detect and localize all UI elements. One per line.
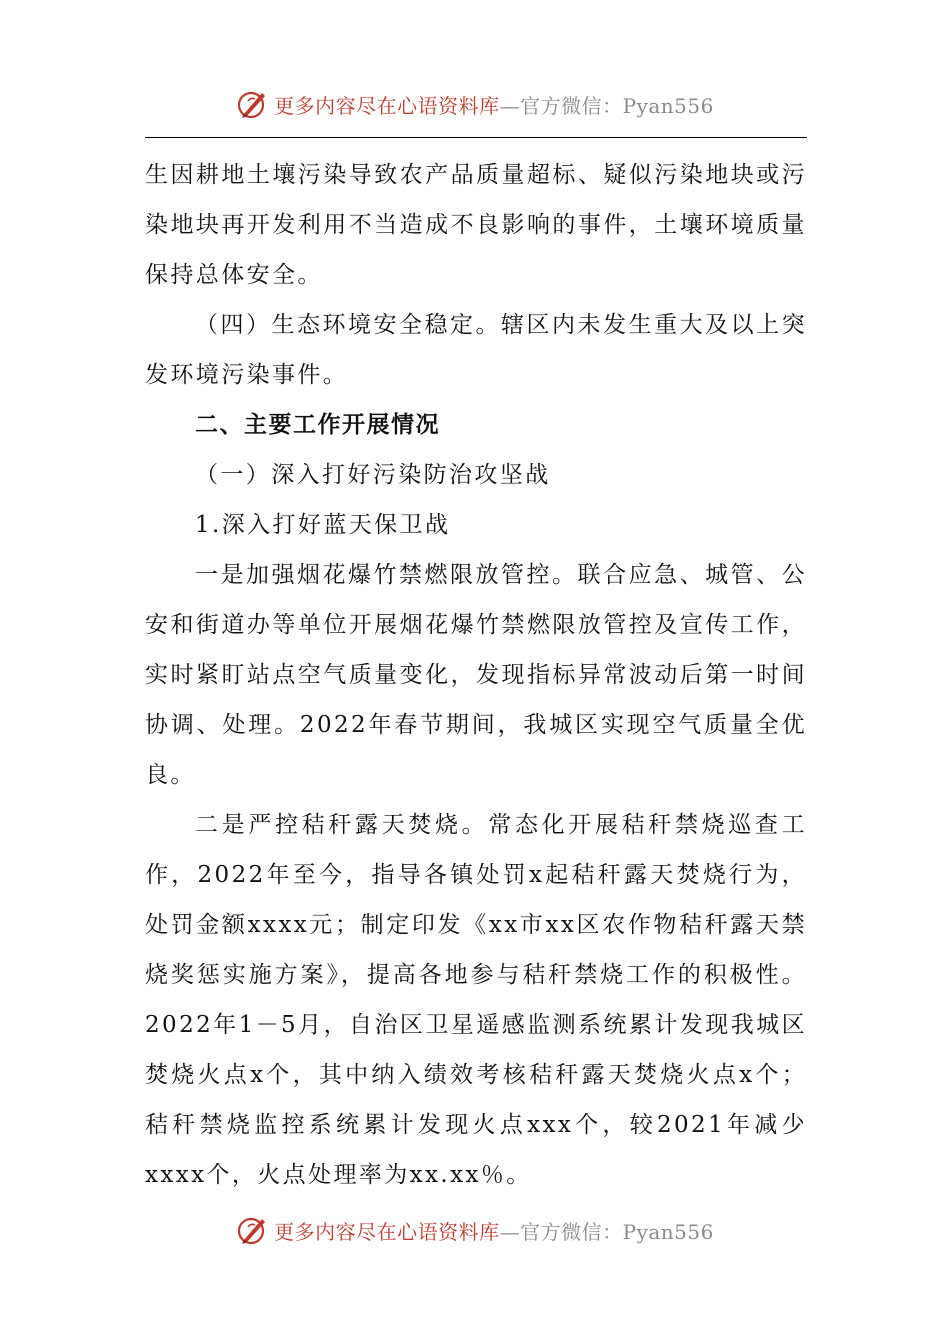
subsection-heading: （一）深入打好污染防治攻坚战: [195, 462, 551, 488]
paragraph-soil: 生因耕地土壤污染导致农产品质量超标、疑似污染地块或污染地块再开发利用不当造成不良影响的事件，土壤环境质量保持总体安全。: [145, 162, 807, 288]
header-divider: [145, 137, 807, 138]
pen-logo-icon: [236, 87, 270, 121]
document-body: [145, 150, 807, 1200]
header-watermark-gray: 官方微信：Pyan556: [520, 93, 714, 118]
footer-watermark: [0, 1210, 950, 1250]
header-watermark-dash: —: [499, 93, 521, 118]
header-watermark-red: 更多内容尽在心语资料库: [274, 93, 500, 118]
footer-watermark-red: 更多内容尽在心语资料库: [274, 1219, 500, 1244]
sub-subsection-heading: 1.深入打好蓝天保卫战: [195, 512, 451, 538]
paragraph-fireworks: 一是加强烟花爆竹禁燃限放管控。联合应急、城管、公安和街道办等单位开展烟花爆竹禁燃限放管控及宣传工作，实时紧盯站点空气质量变化，发现指标异常波动后第一时间协调、处理。2022年春节期间，我城区实现空气质量全优良。: [145, 562, 807, 788]
pen-logo-icon: [236, 1213, 270, 1247]
section-heading: 二、主要工作开展情况: [195, 412, 440, 438]
paragraph-straw-burning: 二是严控秸秆露天焚烧。常态化开展秸秆禁烧巡查工作，2022年至今，指导各镇处罚x起秸秆露天焚烧行为，处罚金额xxxx元；制定印发《xx市xx区农作物秸秆露天禁烧奖惩实施方案》，提高各地参与秸秆禁烧工作的积极性。2022年1－5月，自治区卫星遥感监测系统累计发现我城区焚烧火点x个，其中纳入绩效考核秸秆露天焚烧火点x个；秸秆禁烧监控系统累计发现火点xxx个，较2021年减少xxxx个，火点处理率为xx.xx％。: [145, 812, 807, 1188]
header-watermark: [0, 84, 950, 124]
footer-watermark-dash: —: [499, 1219, 521, 1244]
footer-watermark-gray: 官方微信：Pyan556: [520, 1219, 714, 1244]
paragraph-ecology: （四）生态环境安全稳定。辖区内未发生重大及以上突发环境污染事件。: [145, 312, 807, 388]
